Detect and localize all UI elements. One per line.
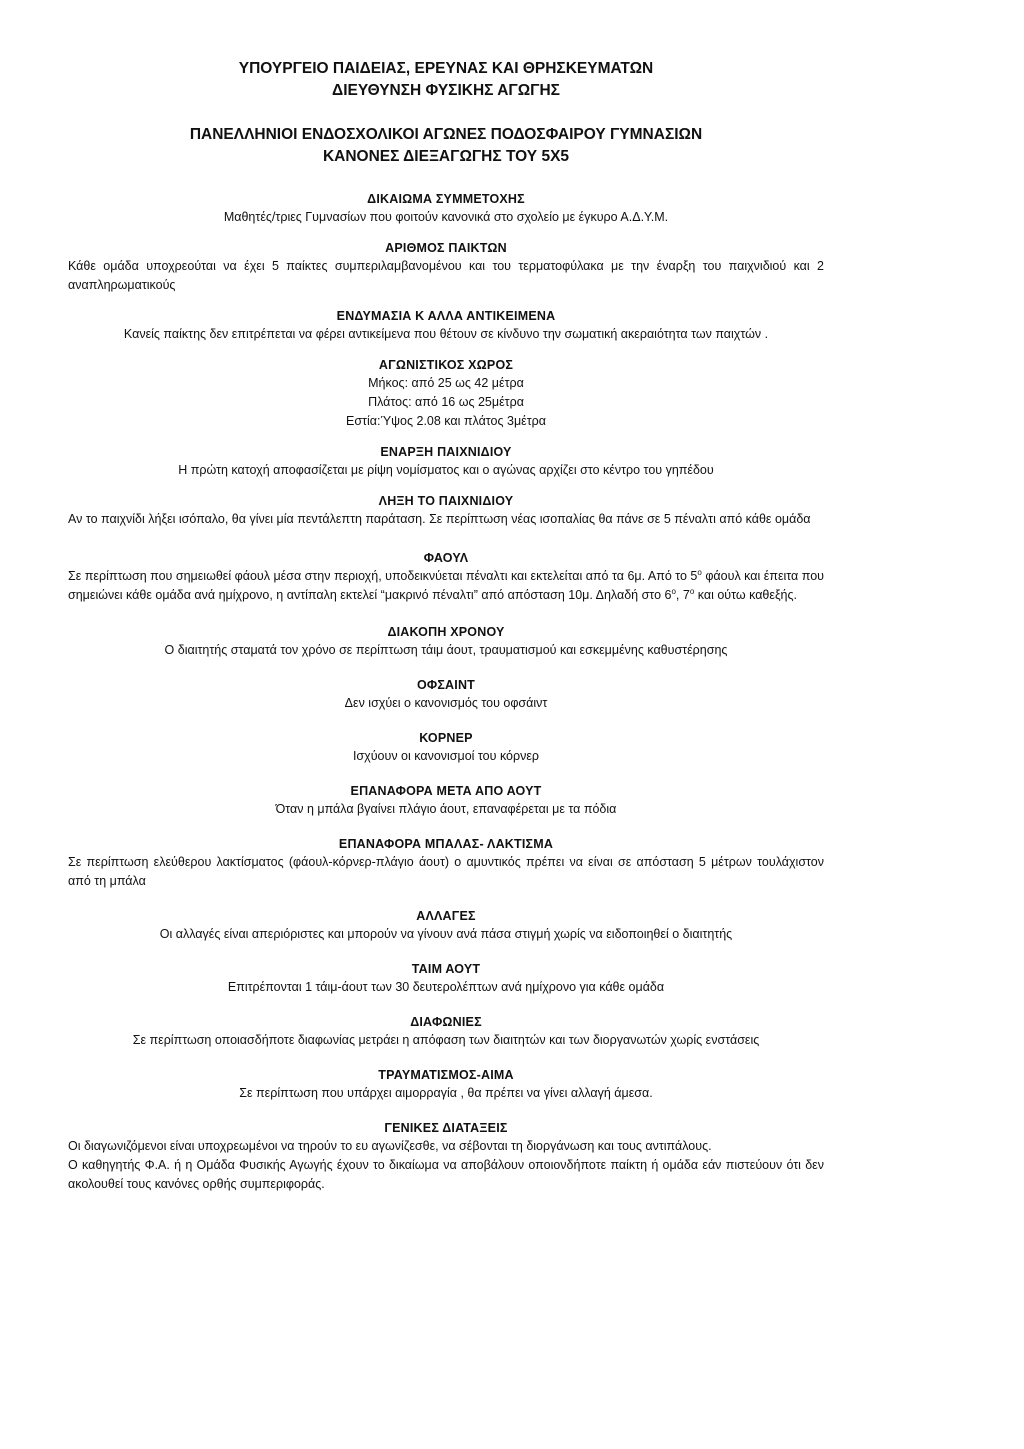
section-text: Η πρώτη κατοχή αποφασίζεται με ρίψη νομίσματος και ο αγώνας αρχίζει στο κέντρο του γηπέδου <box>178 463 714 477</box>
section-heading: ΑΛΛΑΓΕΣ <box>416 909 476 923</box>
section-heading: ΑΡΙΘΜΟΣ ΠΑΙΚΤΩΝ <box>385 241 507 255</box>
section-heading: ΔΙΚΑΙΩΜΑ ΣΥΜΜΕΤΟΧΗΣ <box>367 192 525 206</box>
section-text: Οι διαγωνιζόμενοι είναι υποχρεωμένοι να τηρούν το ευ αγωνίζεσθε, να σέβονται τη διοργάνωση και τους αντιπάλους. <box>68 1139 712 1153</box>
section-text: Ισχύουν οι κανονισμοί του κόρνερ <box>352 749 540 763</box>
section-heading: ΑΓΩΝΙΣΤΙΚΟΣ ΧΩΡΟΣ <box>378 358 514 372</box>
section-text: Σε περίπτωση οποιασδήποτε διαφωνίας μετράει η απόφαση των διαιτητών και των διοργανωτών χωρίς ενστάσεις <box>132 1033 760 1047</box>
section-heading: ΕΠΑΝΑΦΟΡΑ ΜΕΤΑ ΑΠΟ ΑΟΥΤ <box>350 784 542 798</box>
field-length: Μήκος: από 25 ως 42 μέτρα <box>368 376 524 390</box>
directorate-name: ΔΙΕΥΘΥΝΣΗ ΦΥΣΙΚΗΣ ΑΓΩΓΗΣ <box>332 82 560 99</box>
section-field <box>68 356 824 431</box>
section-players <box>68 239 824 295</box>
section-text: Σε περίπτωση που υπάρχει αιμορραγία , θα πρέπει να γίνει αλλαγή άμεσα. <box>239 1086 653 1100</box>
section-text: Σε περίπτωση ελεύθερου λακτίσματος (φάουλ-κόρνερ-πλάγιο άουτ) ο αμυντικός πρέπει να είναι σε απόσταση 5 μέτρων τουλάχιστον από τη μπάλα <box>68 855 824 888</box>
section-fouls <box>68 549 824 605</box>
goal-size: Εστία:Ύψος 2.08 και πλάτος 3μέτρα <box>345 414 547 428</box>
section-time-stop <box>68 623 824 660</box>
section-heading: ΕΝΔΥΜΑΣΙΑ Κ ΑΛΛΑ ΑΝΤΙΚΕΙΜΕΝΑ <box>336 309 556 323</box>
section-heading: ΟΦΣΑΙΝΤ <box>416 678 476 692</box>
section-text: Όταν η μπάλα βγαίνει πλάγιο άουτ, επαναφέρεται με τα πόδια <box>275 802 617 816</box>
section-general <box>68 1119 824 1194</box>
document-title: ΠΑΝΕΛΛΗΝΙΟΙ ΕΝΔΟΣΧΟΛΙΚΟΙ ΑΓΩΝΕΣ ΠΟΔΟΣΦΑΙΡΟΥ ΓΥΜΝΑΣΙΩΝ <box>189 126 703 143</box>
section-restart <box>68 835 824 891</box>
section-timeout <box>68 960 824 997</box>
section-ending <box>68 492 824 529</box>
section-equipment <box>68 307 824 344</box>
section-substitutions <box>68 907 824 944</box>
field-width: Πλάτος: από 16 ως 25μέτρα <box>368 395 524 409</box>
section-text: Κάθε ομάδα υποχρεούται να έχει 5 παίκτες συμπεριλαμβανομένου και του τερματοφύλακα με την έναρξη του παιχνιδιού και 2 αναπληρωματικούς <box>68 259 824 292</box>
section-throw-in <box>68 782 824 819</box>
section-corner <box>68 729 824 766</box>
section-offside <box>68 676 824 713</box>
section-text: Αν το παιχνίδι λήξει ισόπαλο, θα γίνει μία πεντάλεπτη παράταση. Σε περίπτωση νέας ισοπαλίας θα πάνε σε 5 πέναλτι από κάθε ομάδα <box>68 512 811 526</box>
ordinal-mark: ο <box>689 586 695 596</box>
section-text: Δεν ισχύει ο κανονισμός του οφσάιντ <box>344 696 548 710</box>
section-heading: ΕΠΑΝΑΦΟΡΑ ΜΠΑΛΑΣ- ΛΑΚΤΙΣΜΑ <box>338 837 554 851</box>
section-heading: ΔΙΑΚΟΠΗ ΧΡΟΝΟΥ <box>387 625 505 639</box>
section-text: Οι αλλαγές είναι απεριόριστες και μπορούν να γίνουν ανά πάσα στιγμή χωρίς να ειδοποιηθεί ο διαιτητής <box>159 927 733 941</box>
section-text: Κανείς παίκτης δεν επιτρέπεται να φέρει αντικείμενα που θέτουν σε κίνδυνο την σωματική ακεραιότητα των παιχτών . <box>123 327 769 341</box>
section-disputes <box>68 1013 824 1050</box>
section-heading: ΓΕΝΙΚΕΣ ΔΙΑΤΑΞΕΙΣ <box>384 1121 508 1135</box>
section-heading: ΦΑΟΥΛ <box>423 551 469 565</box>
section-text: Ο διαιτητής σταματά τον χρόνο σε περίπτωση τάιμ άουτ, τραυματισμού και εσκεμμένης καθυστέρησης <box>164 643 728 657</box>
section-text: Μαθητές/τριες Γυμνασίων που φοιτούν κανονικά στο σχολείο με έγκυρο Α.Δ.Υ.Μ. <box>223 210 669 224</box>
section-heading: ΚΟΡΝΕΡ <box>419 731 473 745</box>
document-page <box>68 58 824 1194</box>
section-text: Σε περίπτωση που σημειωθεί φάουλ μέσα στην περιοχή, υποδεικνύεται πέναλτι και εκτελείται από τα 6μ. Από το $5^o$ φάουλ και έπειτα που σημειώνει κάθε ομάδα ανά ημίχρονο, η αντίπαλη εκτελεί “μακρινό πέναλτι” από απόσταση 10μ. Δηλαδή στο $6^o$, $7^o$ και ούτω καθεξής. <box>68 567 824 602</box>
document-subtitle: ΚΑΝΟΝΕΣ ΔΙΕΞΑΓΩΓΗΣ ΤΟΥ 5Χ5 <box>322 148 570 165</box>
section-text: Ο καθηγητής Φ.Α. ή η Ομάδα Φυσικής Αγωγής έχουν το δικαίωμα να αποβάλουν οποιονδήποτε παίκτη ή ομάδα εάν πιστεύουν ότι δεν ακολουθεί τους κανόνες ορθής συμπεριφοράς. <box>68 1158 824 1191</box>
section-heading: ΤΡΑΥΜΑΤΙΣΜΟΣ-ΑΙΜΑ <box>378 1068 514 1082</box>
section-heading: ΤΑΙΜ ΑΟΥΤ <box>411 962 481 976</box>
section-text: Επιτρέπονται 1 τάιμ-άουτ των 30 δευτερολέπτων ανά ημίχρονο για κάθε ομάδα <box>227 980 665 994</box>
section-injury <box>68 1066 824 1103</box>
section-heading: ΕΝΑΡΞΗ ΠΑΙΧΝΙΔΙΟΥ <box>380 445 512 459</box>
document-header <box>68 58 824 168</box>
ordinal-mark: ο <box>671 586 676 596</box>
section-heading: ΛΗΞΗ ΤΟ ΠΑΙΧΝΙΔΙΟΥ <box>378 494 514 508</box>
ministry-name: ΥΠΟΥΡΓΕΙΟ ΠΑΙΔΕΙΑΣ, ΕΡΕΥΝΑΣ ΚΑΙ ΘΡΗΣΚΕΥΜΑΤΩΝ <box>238 60 654 77</box>
ordinal-mark: ο <box>697 567 702 577</box>
section-heading: ΔΙΑΦΩΝΙΕΣ <box>410 1015 482 1029</box>
section-kickoff <box>68 443 824 480</box>
section-eligibility <box>68 190 824 227</box>
